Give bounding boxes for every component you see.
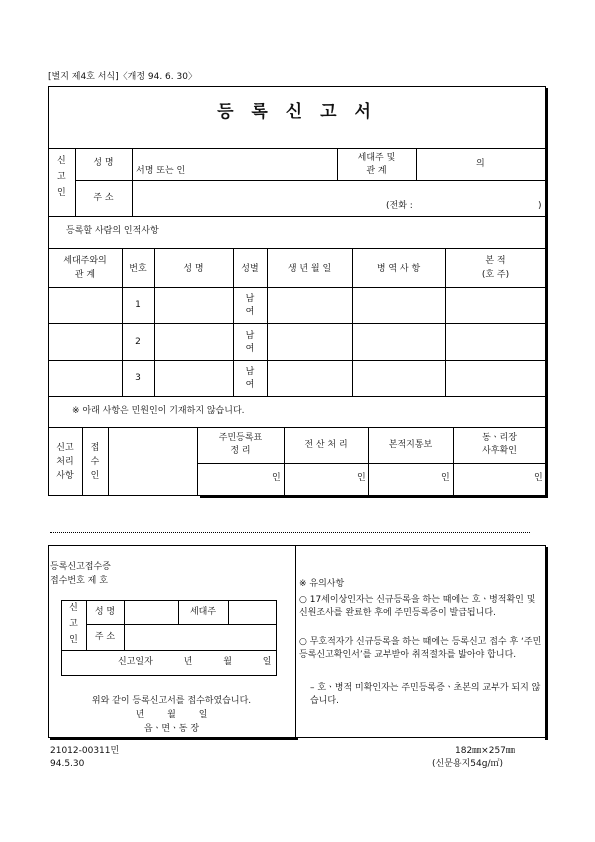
col-relation-1: 세대주와의 (63, 256, 107, 266)
slip-confirm-text: 위와 같이 등록신고서를 접수하였습니다. (91, 696, 252, 706)
address-label: 주 소 (93, 193, 114, 203)
row-sex-m-2[interactable]: 남 (245, 331, 255, 341)
slip-reporter-1: 신 (69, 603, 78, 613)
reporter-label-3: 인 (57, 188, 66, 198)
official-use-notice: ※ 아래 사항은 민원인이 기재하지 않습니다. (72, 406, 245, 416)
village-head-2: 사후확인 (482, 446, 517, 456)
domicile-notice: 본적지통보 (388, 440, 433, 450)
slip-report-date: 신고일자 년 월 일 (118, 657, 272, 667)
seal-mark-1: 인 (272, 473, 281, 483)
row-sex-f-3[interactable]: 여 (245, 380, 255, 390)
resident-record-1: 주민등록표 (218, 433, 263, 443)
receipt-number: 접수번호 제 호 (50, 576, 108, 586)
slip-reporter-3: 인 (69, 635, 78, 645)
processing-label-2: 처리 (56, 457, 74, 467)
form-title: 등 록 신 고 서 (217, 102, 377, 122)
row-no-3: 3 (135, 373, 141, 383)
footer-date: 94.5.30 (50, 759, 85, 769)
col-birth: 생 년 월 일 (287, 264, 332, 274)
slip-date: 년 월 일 (135, 710, 208, 720)
form-number-note: [별지 제4호 서식]〈개정 94. 6. 30〉 (48, 72, 197, 82)
processing-label-1: 신고 (56, 443, 74, 453)
processing-label-3: 사항 (56, 471, 74, 481)
head-relation-label-2: 관 계 (366, 166, 387, 176)
note-item-2: ○ 무호적자가 신규등록을 하는 때에는 등록신고 접수 후 ‘주민등록신고확인서’를 교부받아 취적절차를 밟아야 합니다. (299, 637, 542, 660)
slip-reporter-2: 고 (69, 619, 78, 629)
col-sex: 성별 (241, 264, 259, 274)
receipt-seal-label-3: 인 (90, 471, 100, 481)
row-sex-m-1[interactable]: 남 (245, 294, 255, 304)
reporter-label-2: 고 (57, 172, 66, 182)
col-origin-1: 본 적 (485, 256, 506, 266)
footer-code: 21012-00311민 (50, 746, 120, 756)
footer-paper: (신문용지54g/㎡) (432, 759, 503, 769)
head-relation-label-1: 세대주 및 (357, 153, 396, 163)
col-origin-2: (호 주) (481, 270, 510, 280)
col-no: 번호 (129, 264, 147, 274)
name-field[interactable]: 서명 또는 인 (136, 166, 186, 176)
notes-heading: ※ 유의사항 (299, 579, 345, 589)
row-no-1: 1 (135, 300, 141, 310)
seal-mark-4: 인 (534, 473, 543, 483)
row-no-2: 2 (135, 337, 141, 347)
slip-office: 읍ㆍ면ㆍ동 장 (143, 724, 200, 734)
col-military: 병 역 사 항 (376, 264, 421, 274)
phone-label[interactable]: (전화 : (386, 201, 413, 211)
resident-record-2: 정 리 (230, 446, 251, 456)
reporter-label-1: 신 (57, 156, 66, 166)
slip-name-label: 성 명 (94, 607, 116, 617)
receipt-title: 등록신고접수증 (50, 562, 111, 572)
note-item-1: ○ 17세이상인자는 신규등록을 하는 때에는 호ㆍ병적확인 및 신원조사를 완료한 후에 주민등록증이 발급됩니다. (299, 595, 536, 618)
village-head-1: 동ㆍ리장 (482, 433, 517, 443)
seal-mark-3: 인 (441, 473, 450, 483)
footer-size: 182㎜×257㎜ (455, 746, 515, 756)
section-title: 등록할 사람의 인적사항 (66, 226, 159, 236)
slip-address-label: 주 소 (94, 632, 116, 642)
row-sex-f-2[interactable]: 여 (245, 344, 255, 354)
phone-close: ) (538, 201, 542, 211)
seal-mark-2: 인 (357, 473, 366, 483)
receipt-seal-label-1: 접 (90, 443, 100, 453)
note-item-3: – 호ㆍ병적 미확인자는 주민등록증ㆍ초본의 교부가 되지 않습니다. (310, 683, 541, 706)
row-sex-m-3[interactable]: 남 (245, 367, 255, 377)
name-label: 성 명 (93, 158, 114, 168)
col-relation-2: 관 계 (74, 270, 96, 280)
computer-processing: 전 산 처 리 (304, 440, 348, 450)
receipt-seal-label-2: 수 (90, 457, 100, 467)
cut-line (50, 532, 530, 533)
head-relation-field[interactable]: 의 (476, 159, 485, 169)
slip-head-label: 세대주 (189, 607, 217, 617)
row-sex-f-1[interactable]: 여 (245, 307, 255, 317)
col-name: 성 명 (183, 264, 204, 274)
